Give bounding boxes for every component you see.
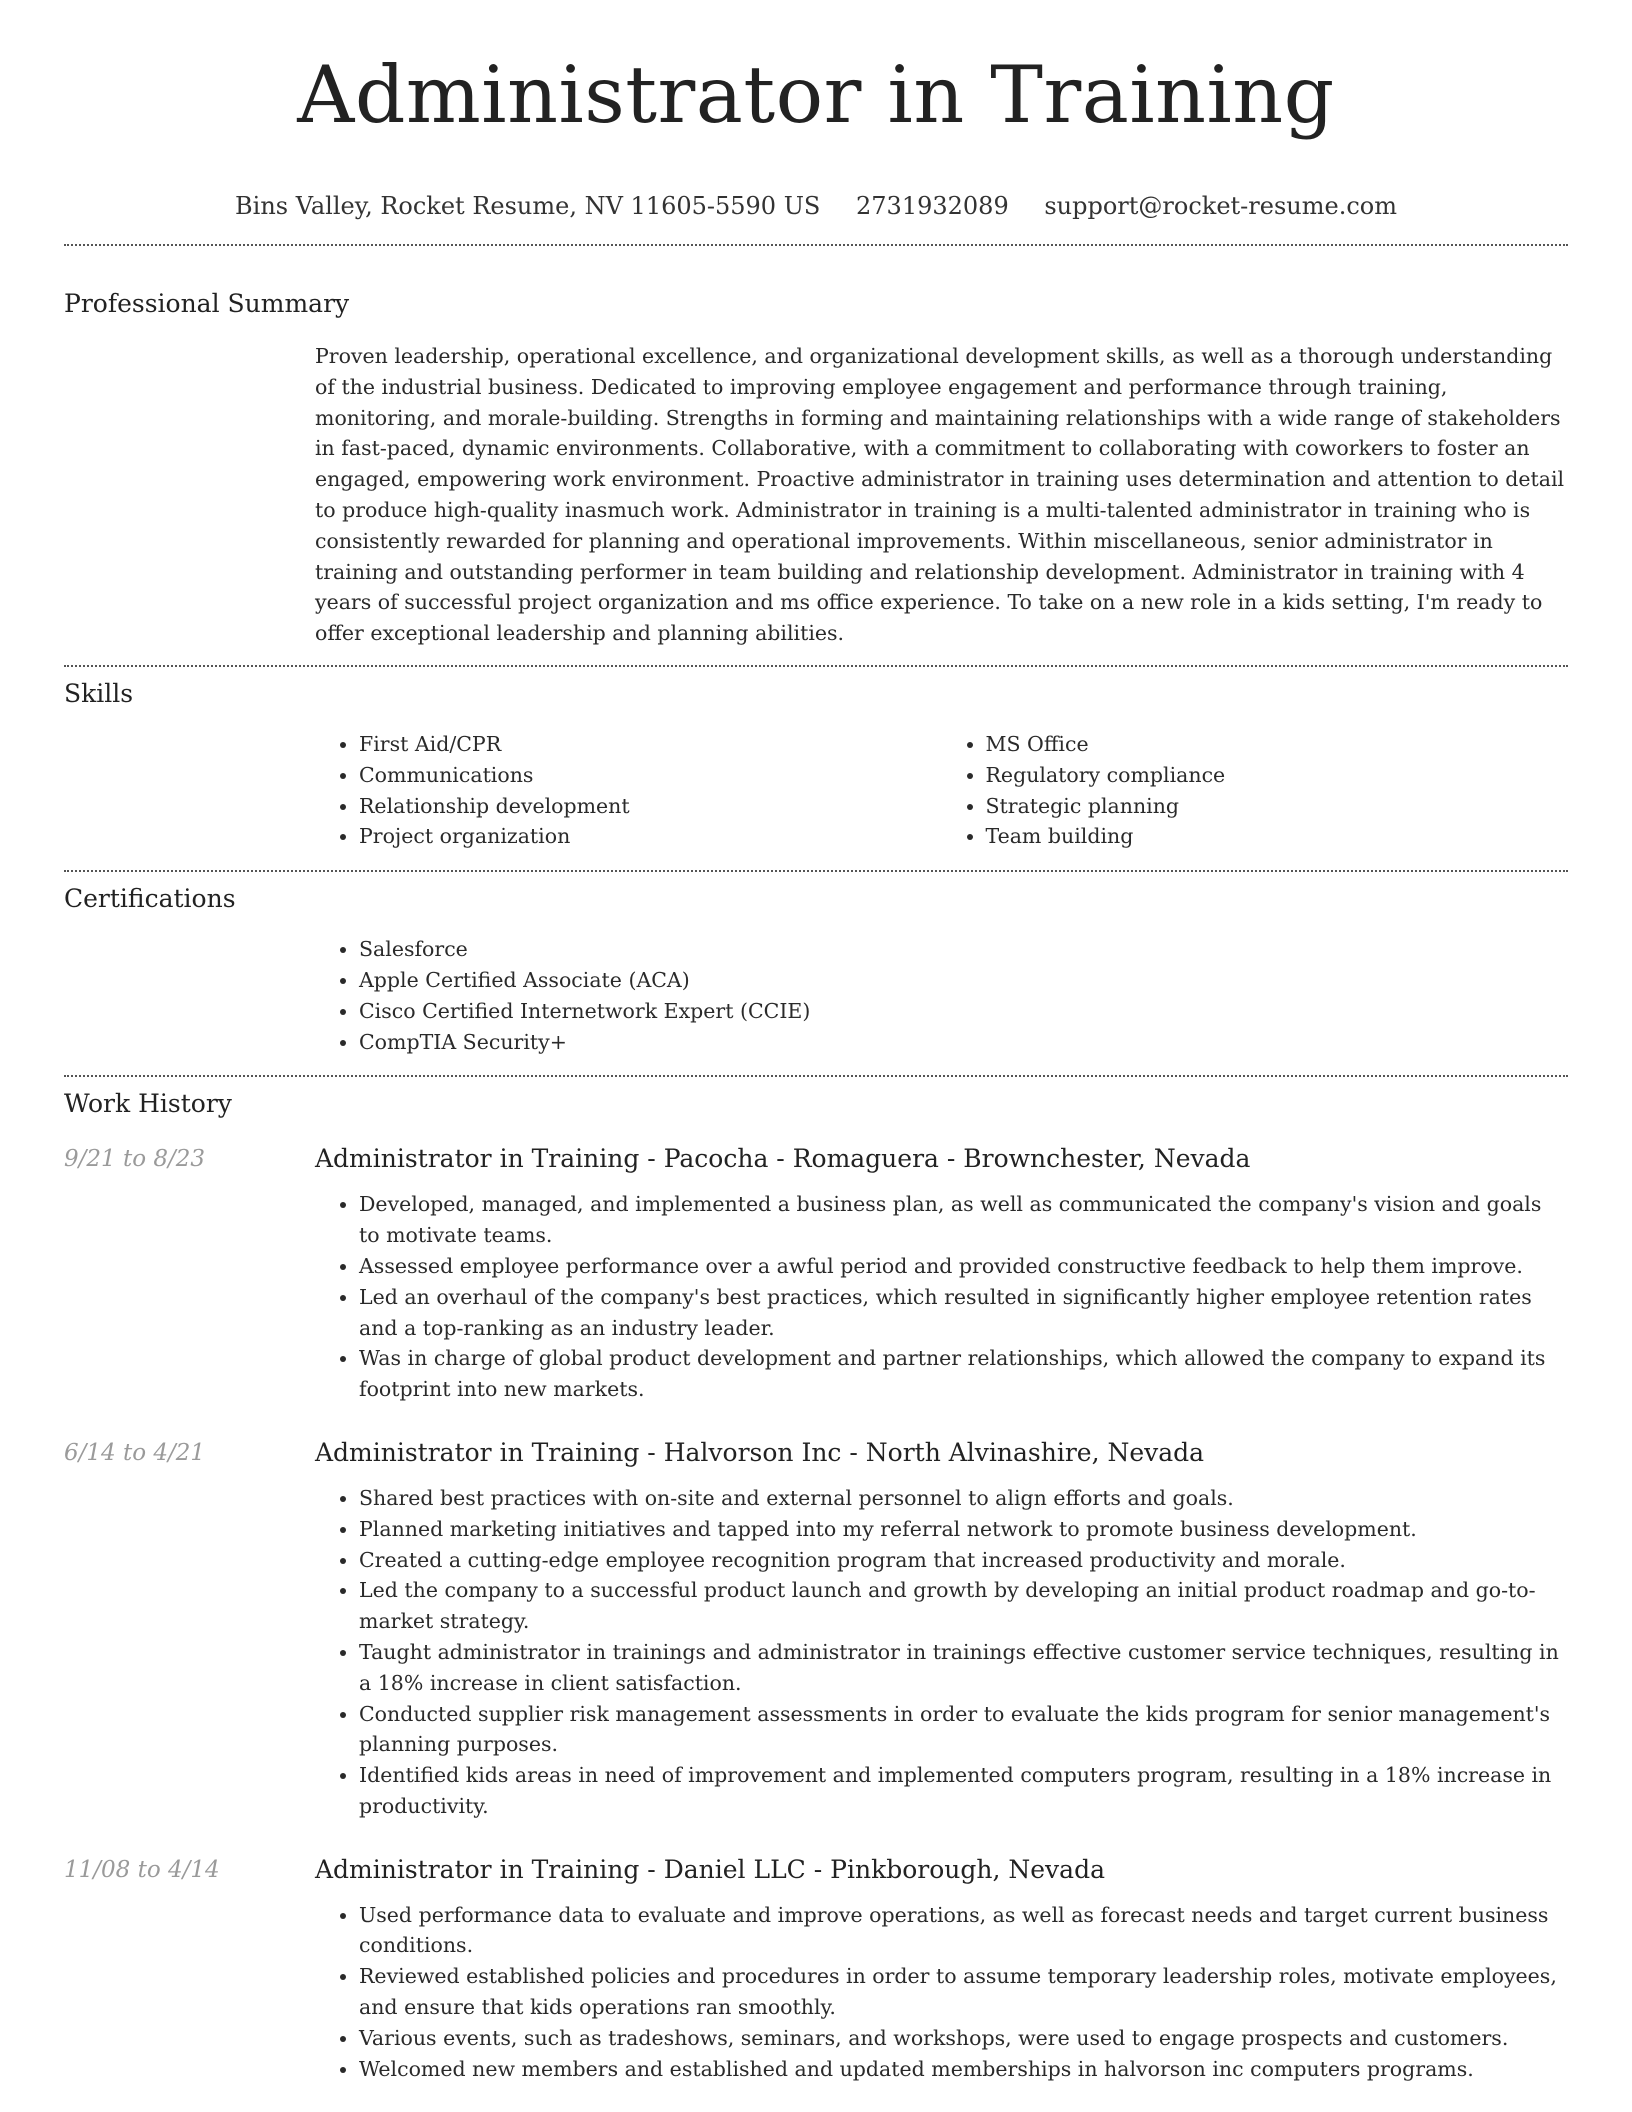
divider (64, 870, 1568, 872)
divider (64, 665, 1568, 667)
job-title: Administrator in Training - Pacocha - Romaguera - Brownchester, Nevada (315, 1144, 1251, 1174)
contact-phone: 2731932089 (856, 192, 1009, 220)
summary-section (64, 289, 1568, 649)
list-item: • Was in charge of global product development and partner relationships, which allowed the company to expand its footprint into new markets. (359, 1343, 1568, 1405)
job-entry (64, 1437, 1568, 1822)
summary-heading: Professional Summary (64, 289, 350, 318)
job-bullets (315, 1189, 1568, 1405)
list-item: • Created a cutting-edge employee recognition program that increased productivity and morale. (359, 1545, 1568, 1576)
job-dates: 9/21 to 8/23 (64, 1146, 206, 1173)
job-entry (64, 1854, 1568, 2085)
skills-list-left (315, 729, 942, 852)
certifications-section (64, 884, 1568, 1057)
list-item: • Project organization (359, 821, 942, 852)
list-item: • First Aid/CPR (359, 729, 942, 760)
list-item: • Reviewed established policies and procedures in order to assume temporary leadership roles, motivate employees, and ensure that kids operations ran smoothly. (359, 1961, 1568, 2023)
list-item: • Apple Certified Associate (ACA) (359, 965, 1568, 996)
list-item: • Various events, such as tradeshows, seminars, and workshops, were used to engage prospects and customers. (359, 2023, 1568, 2054)
skills-section (64, 679, 1568, 852)
job-body (315, 1483, 1568, 1822)
summary-body (315, 341, 1568, 649)
work-history-section (64, 1089, 1568, 2084)
list-item: • Regulatory compliance (986, 760, 1569, 791)
job-body (315, 1900, 1568, 2085)
list-item: • Identified kids areas in need of improvement and implemented computers program, resulting in a 18% increase in productivity. (359, 1760, 1568, 1822)
list-item: • Conducted supplier risk management assessments in order to evaluate the kids program for senior management's planning purposes. (359, 1699, 1568, 1761)
contact-address: Bins Valley, Rocket Resume, NV 11605-5590 US (235, 192, 821, 220)
job-title: Administrator in Training - Halvorson Inc - North Alvinashire, Nevada (315, 1437, 1205, 1467)
list-item: • Planned marketing initiatives and tapped into my referral network to promote business development. (359, 1514, 1568, 1545)
certifications-heading: Certifications (64, 884, 236, 914)
divider (64, 244, 1568, 246)
job-title: Administrator in Training - Daniel LLC - Pinkborough, Nevada (315, 1854, 1105, 1884)
skills-heading: Skills (64, 678, 134, 708)
certifications-list (315, 934, 1568, 1057)
list-item: • Led an overhaul of the company's best practices, which resulted in significantly higher employee retention rates and a top-ranking as an industry leader. (359, 1282, 1568, 1344)
list-item: • Led the company to a successful product launch and growth by developing an initial product roadmap and go-to-market strategy. (359, 1575, 1568, 1637)
divider (64, 1075, 1568, 1077)
list-item: • Communications (359, 760, 942, 791)
certifications-body (315, 934, 1568, 1057)
list-item: • Shared best practices with on-site and external personnel to align efforts and goals. (359, 1483, 1568, 1514)
list-item: • Assessed employee performance over a awful period and provided constructive feedback to help them improve. (359, 1251, 1568, 1282)
list-item: • Cisco Certified Internetwork Expert (CCIE) (359, 996, 1568, 1027)
job-entry (64, 1143, 1568, 1405)
list-item: • CompTIA Security+ (359, 1027, 1568, 1058)
skills-list-right (942, 729, 1569, 852)
resume-page (64, 0, 1568, 2084)
job-dates: 6/14 to 4/21 (64, 1439, 206, 1466)
list-item: • Welcomed new members and established and updated memberships in halvorson inc computers programs. (359, 2054, 1568, 2085)
list-item: • Salesforce (359, 934, 1568, 965)
skills-grid (315, 729, 1568, 852)
list-item: • Relationship development (359, 791, 942, 822)
summary-text: Proven leadership, operational excellence, and organizational development skills, as well as a thorough understanding of the industrial business. Dedicated to improving employee engagement and performance through training, monitoring, and morale-building. Strengths in forming and maintaining relationships with a wide range of stakeholders in fast-paced, dynamic environments. Collaborative, with a commitment to collaborating with coworkers to foster an engaged, empowering work environment. Proactive administrator in training uses determination and attention to detail to produce high-quality inasmuch work. Administrator in training is a multi-talented administrator in training who is consistently rewarded for planning and operational improvements. Within miscellaneous, senior administrator in training and outstanding performer in team building and relationship development. Administrator in training with 4 years of successful project organization and ms office experience. To take on a new role in a kids setting, I'm ready to offer exceptional leadership and planning abilities. (315, 344, 1565, 646)
list-item: • Strategic planning (986, 791, 1569, 822)
contact-line (64, 190, 1568, 222)
list-item: • Team building (986, 821, 1569, 852)
list-item: • Used performance data to evaluate and improve operations, as well as forecast needs and target current business conditions. (359, 1900, 1568, 1962)
list-item: • MS Office (986, 729, 1569, 760)
list-item: • Taught administrator in trainings and administrator in trainings effective customer service techniques, resulting in a 18% increase in client satisfaction. (359, 1637, 1568, 1699)
list-item: • Developed, managed, and implemented a business plan, as well as communicated the company's vision and goals to motivate teams. (359, 1189, 1568, 1251)
job-dates: 11/08 to 4/14 (64, 1856, 220, 1883)
work-history-heading: Work History (64, 1089, 232, 1119)
job-body (315, 1189, 1568, 1405)
job-bullets (315, 1900, 1568, 2085)
contact-email: support@rocket-resume.com (1044, 192, 1397, 220)
candidate-name: Administrator in Training (297, 49, 1335, 141)
job-bullets (315, 1483, 1568, 1822)
